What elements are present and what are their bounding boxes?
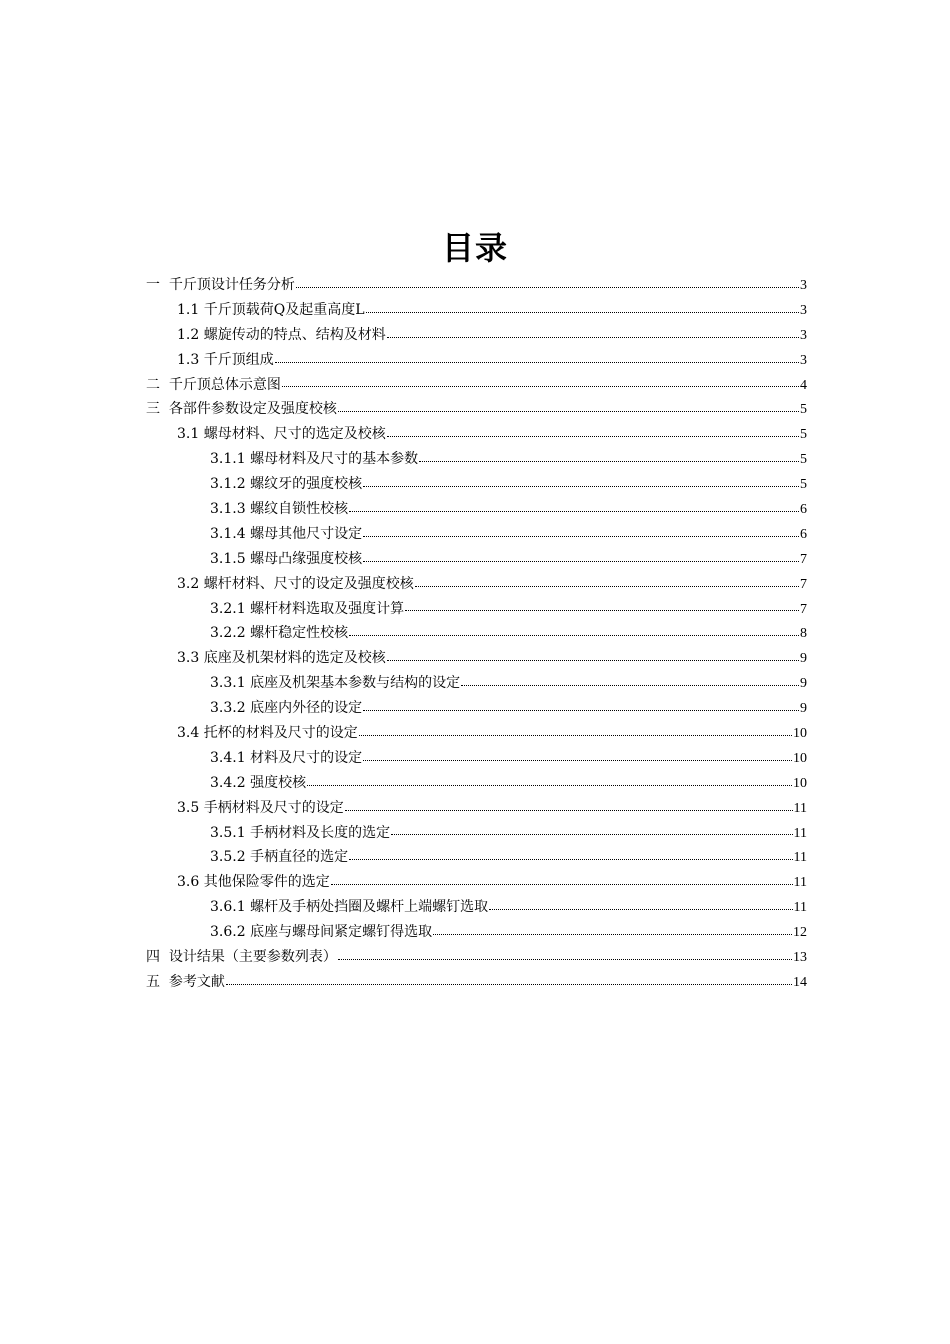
toc-dot-leader [296, 286, 799, 288]
toc-dot-leader [275, 361, 799, 363]
toc-entry-label: 参考文献 [168, 973, 225, 990]
toc-entry[interactable] [146, 895, 807, 920]
toc-entry-gap [160, 945, 169, 970]
toc-entry-page-number: 6 [800, 502, 807, 518]
toc-dot-leader [419, 460, 799, 462]
toc-entry[interactable] [146, 746, 807, 771]
toc-entry-page-number: 11 [793, 875, 807, 891]
toc-dot-leader [461, 684, 799, 686]
toc-entry[interactable] [146, 273, 807, 298]
toc-entry-number: 3.1.2 [210, 476, 246, 493]
toc-entry-label: 底座及机架基本参数与结构的设定 [250, 675, 461, 692]
toc-entry-number: 3.3 [177, 650, 200, 667]
toc-entry-label: 底座内外径的设定 [250, 700, 363, 717]
toc-entry-page-number: 4 [800, 377, 807, 393]
toc-entry-number: 1.3 [177, 351, 200, 368]
toc-dot-leader [387, 336, 799, 338]
toc-entry-page-number: 6 [800, 526, 807, 542]
toc-dot-leader [363, 560, 799, 562]
toc-entry-number: 一 [146, 277, 160, 293]
toc-dot-leader [282, 385, 799, 387]
toc-dot-leader [307, 784, 792, 786]
toc-dot-leader [338, 410, 799, 412]
toc-entry-page-number: 7 [800, 576, 807, 592]
toc-entry-label: 螺纹牙的强度校核 [250, 476, 363, 493]
toc-entry-page-number: 3 [800, 278, 807, 293]
toc-entry[interactable] [146, 422, 807, 447]
toc-entry[interactable] [146, 696, 807, 721]
toc-entry[interactable] [146, 497, 807, 522]
toc-entry[interactable] [146, 721, 807, 746]
toc-entry-page-number: 7 [800, 601, 807, 617]
toc-entry[interactable] [146, 771, 807, 796]
toc-entry-page-number: 10 [793, 750, 807, 766]
toc-entry-label: 托杯的材料及尺寸的设定 [203, 725, 358, 742]
toc-entry[interactable] [146, 796, 807, 821]
toc-entry-number: 3.5.1 [210, 824, 246, 841]
toc-entry-label: 各部件参数设定及强度校核 [168, 401, 337, 418]
toc-dot-leader [349, 858, 792, 860]
toc-entry-number: 3.2 [177, 575, 200, 592]
toc-entry-number: 3.1.4 [210, 525, 246, 542]
toc-entry[interactable] [146, 821, 807, 846]
toc-dot-leader [363, 759, 792, 761]
toc-entry[interactable] [146, 870, 807, 895]
toc-dot-leader [415, 585, 799, 587]
toc-entry-number: 五 [146, 973, 160, 990]
toc-entry[interactable] [146, 597, 807, 622]
toc-entry-page-number: 5 [800, 477, 807, 493]
toc-dot-leader [366, 311, 800, 313]
toc-dot-leader [391, 833, 792, 835]
toc-entry-number: 3.6.1 [210, 899, 246, 916]
toc-entry-page-number: 5 [800, 402, 807, 418]
toc-entry-label: 千斤顶总体示意图 [168, 376, 281, 393]
toc-entry-gap [160, 970, 169, 995]
toc-dot-leader [331, 883, 793, 885]
toc-entry-number: 3.3.1 [210, 675, 246, 692]
toc-entry-page-number: 11 [793, 825, 807, 841]
toc-entry-number: 二 [146, 376, 160, 393]
toc-entry-number: 3.5 [177, 799, 200, 816]
toc-entry-page-number: 9 [800, 676, 807, 692]
toc-entry-label: 其他保险零件的选定 [203, 874, 330, 891]
toc-entry-label: 螺母材料、尺寸的选定及校核 [203, 426, 386, 443]
toc-entry-label: 底座与螺母间紧定螺钉得选取 [250, 924, 433, 941]
toc-entry-label: 螺杆及手柄处挡圈及螺杆上端螺钉选取 [250, 899, 489, 916]
toc-entry[interactable] [146, 547, 807, 572]
toc-entry-page-number: 12 [793, 925, 807, 941]
toc-entry[interactable] [146, 845, 807, 870]
toc-entry-label: 千斤顶载荷Q及起重高度L [203, 301, 365, 318]
toc-entry-number: 3.4.2 [210, 774, 246, 791]
toc-entry-label: 手柄直径的选定 [250, 849, 349, 866]
toc-entry-label: 底座及机架材料的选定及校核 [203, 650, 386, 667]
toc-entry-page-number: 14 [793, 974, 807, 990]
toc-entry[interactable] [146, 348, 807, 373]
toc-entry-number: 3.5.2 [210, 849, 246, 866]
toc-entry-number: 3.1.3 [210, 501, 246, 518]
toc-entry[interactable] [146, 298, 807, 323]
toc-entry-page-number: 9 [800, 701, 807, 717]
toc-entry-page-number: 11 [793, 900, 807, 916]
toc-entry-label: 千斤顶组成 [203, 351, 274, 368]
toc-entry-number: 3.6.2 [210, 924, 246, 941]
toc-entry[interactable] [146, 671, 807, 696]
toc-entry-number: 3.1.5 [210, 550, 246, 567]
toc-entry-gap [160, 273, 169, 298]
toc-entry-label: 螺杆材料、尺寸的设定及强度校核 [203, 575, 414, 592]
page-title: 目录 [441, 229, 508, 267]
toc-entry-label: 螺旋传动的特点、结构及材料 [203, 326, 386, 343]
toc-dot-leader [405, 609, 799, 611]
toc-dot-leader [433, 933, 792, 935]
toc-entry-number: 3.4.1 [210, 749, 246, 766]
toc-entry-page-number: 3 [800, 327, 807, 343]
toc-entry-label: 螺母其他尺寸设定 [250, 525, 363, 542]
toc-entry-label: 螺纹自锁性校核 [250, 501, 349, 518]
toc-entry[interactable] [146, 447, 807, 472]
toc-entry-number: 1.1 [177, 301, 200, 318]
toc-entry-number: 1.2 [177, 326, 200, 343]
toc-dot-leader [363, 709, 799, 711]
toc-entry-number: 3.1 [177, 426, 200, 443]
toc-entry[interactable] [146, 397, 807, 422]
toc-entry-label: 螺母凸缘强度校核 [250, 550, 363, 567]
toc-entry-gap [160, 373, 169, 398]
toc-entry[interactable] [146, 646, 807, 671]
toc-entry-page-number: 5 [800, 427, 807, 443]
toc-entry-number: 3.3.2 [210, 700, 246, 717]
table-of-contents [146, 273, 807, 995]
toc-entry-page-number: 11 [793, 800, 807, 816]
toc-entry-label: 手柄材料及尺寸的设定 [203, 799, 344, 816]
toc-dot-leader [349, 634, 799, 636]
toc-entry[interactable] [146, 920, 807, 945]
toc-entry-label: 材料及尺寸的设定 [250, 749, 363, 766]
toc-dot-leader [363, 535, 799, 537]
toc-entry[interactable] [146, 970, 807, 995]
toc-entry-page-number: 5 [800, 452, 807, 468]
toc-dot-leader [489, 908, 792, 910]
toc-entry-label: 设计结果（主要参数列表） [168, 949, 337, 966]
toc-entry[interactable] [146, 323, 807, 348]
toc-entry-label: 千斤顶设计任务分析 [168, 277, 295, 293]
toc-dot-leader [363, 485, 799, 487]
toc-entry-label: 螺母材料及尺寸的基本参数 [250, 451, 419, 468]
toc-entry-number: 三 [146, 401, 160, 418]
toc-dot-leader [345, 809, 793, 811]
toc-dot-leader [349, 510, 799, 512]
toc-dot-leader [359, 734, 792, 736]
toc-dot-leader [387, 435, 799, 437]
toc-entry[interactable] [146, 621, 807, 646]
toc-entry-number: 3.2.1 [210, 600, 246, 617]
toc-entry[interactable] [146, 373, 807, 398]
toc-entry-page-number: 9 [800, 651, 807, 667]
toc-entry-number: 3.2.2 [210, 625, 246, 642]
toc-entry-page-number: 7 [800, 551, 807, 567]
toc-entry-page-number: 3 [800, 302, 807, 318]
toc-entry[interactable] [146, 945, 807, 970]
toc-entry[interactable] [146, 472, 807, 497]
toc-entry-label: 强度校核 [250, 774, 307, 791]
toc-entry-page-number: 13 [793, 950, 807, 966]
toc-entry-label: 螺杆材料选取及强度计算 [250, 600, 405, 617]
toc-entry-number: 3.6 [177, 874, 200, 891]
toc-entry-label: 手柄材料及长度的选定 [250, 824, 391, 841]
toc-entry-page-number: 10 [793, 775, 807, 791]
toc-entry-page-number: 11 [793, 850, 807, 866]
toc-entry-number: 3.1.1 [210, 451, 246, 468]
toc-dot-leader [338, 958, 792, 960]
toc-dot-leader [387, 659, 799, 661]
toc-dot-leader [226, 983, 792, 985]
toc-entry-page-number: 3 [800, 352, 807, 368]
toc-entry-label: 螺杆稳定性校核 [250, 625, 349, 642]
toc-entry[interactable] [146, 522, 807, 547]
toc-entry-gap [160, 397, 169, 422]
toc-entry-page-number: 10 [793, 726, 807, 742]
toc-entry[interactable] [146, 572, 807, 597]
toc-entry-number: 3.4 [177, 725, 200, 742]
toc-entry-number: 四 [146, 949, 160, 966]
toc-entry-page-number: 8 [800, 626, 807, 642]
